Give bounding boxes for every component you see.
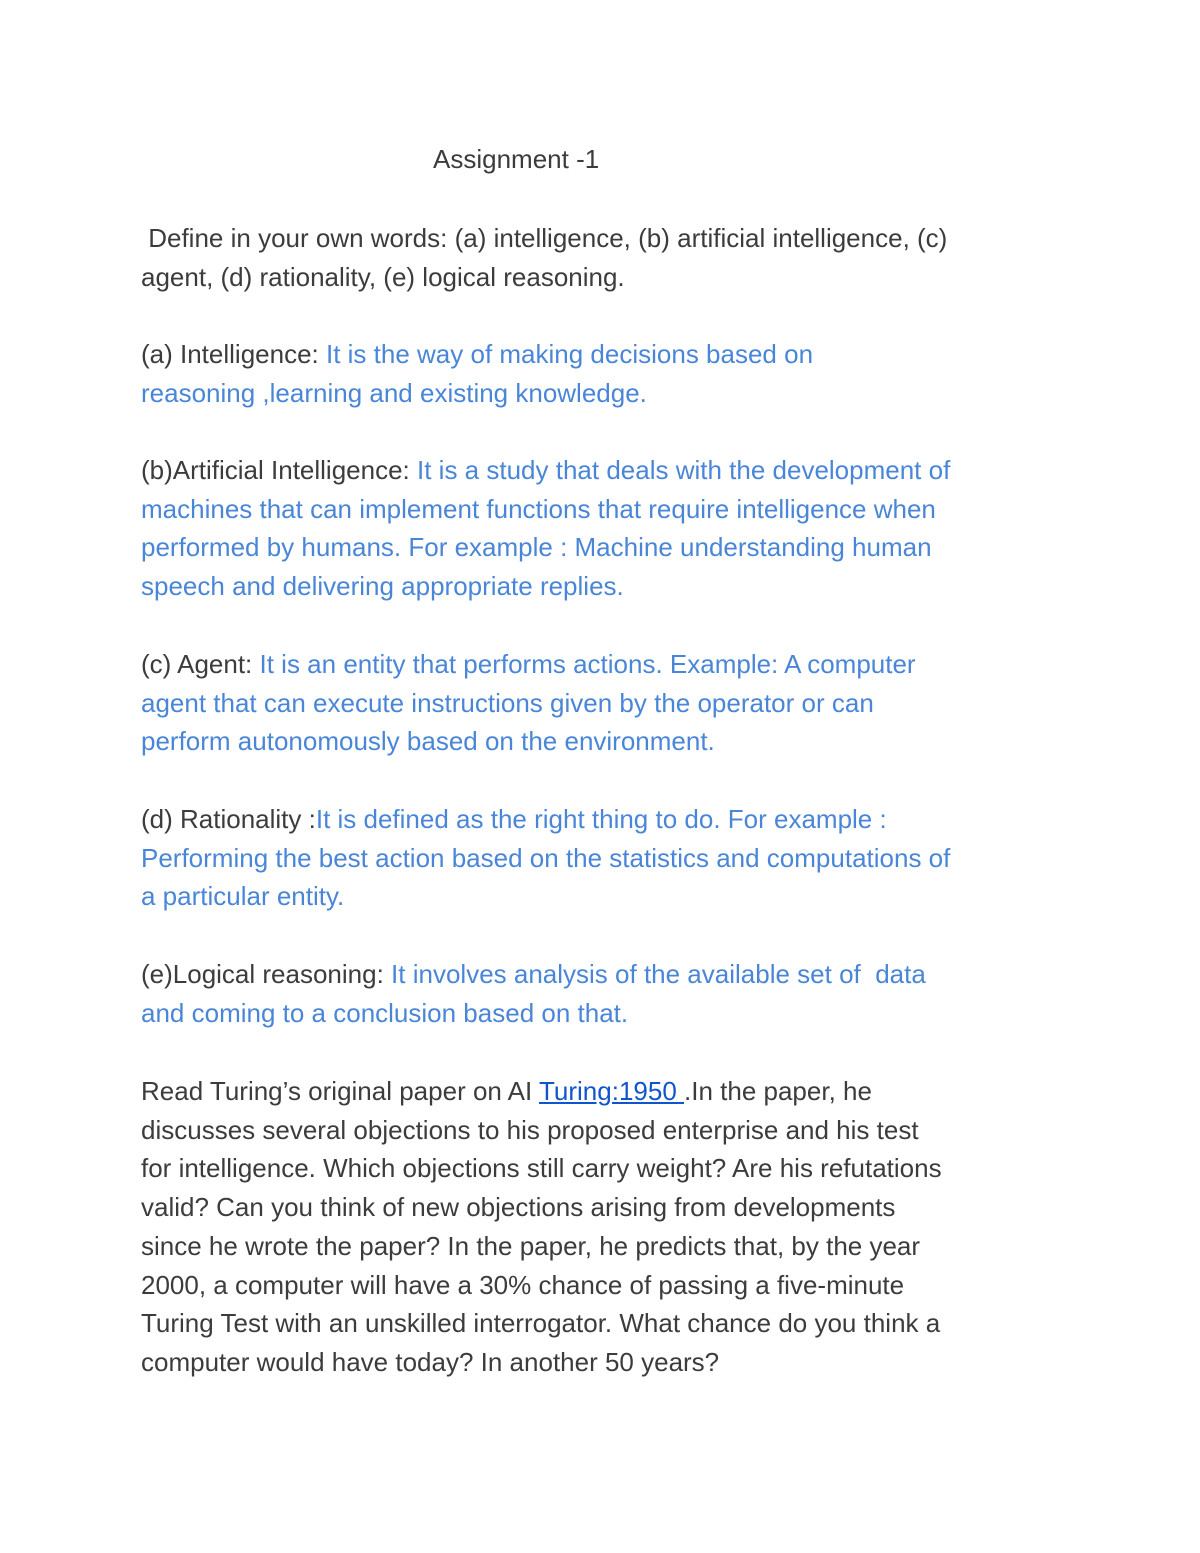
answer-e-text: and coming to a conclusion based on that.	[141, 997, 629, 1028]
question-2-line: since he wrote the paper? In the paper, he predicts that, by the year	[141, 1230, 921, 1261]
answer-d-text: a particular entity.	[141, 881, 345, 912]
answer-a-text: reasoning ,learning and existing knowledge.	[141, 377, 647, 408]
question-2-prefix: Read Turing’s original paper on AI	[141, 1076, 539, 1106]
question-2-line: valid? Can you think of new objections arising from developments	[141, 1192, 896, 1223]
answer-d-text: Performing the best action based on the statistics and computations of	[141, 842, 951, 873]
question-2	[141, 1072, 1071, 1382]
turing-paper-link[interactable]: Turing:1950	[538, 1076, 685, 1106]
answer-b-text: machines that can implement functions that require intelligence when	[141, 493, 936, 524]
question-2-line: for intelligence. Which objections still carry weight? Are his refutations	[141, 1153, 942, 1184]
answer-a-label: (a) Intelligence:	[141, 339, 326, 369]
answer-c-text: perform autonomously based on the environment.	[141, 726, 715, 757]
answer-b-label: (b)Artificial Intelligence:	[141, 455, 417, 485]
question-2-line: discusses several objections to his proposed enterprise and his test	[141, 1114, 919, 1145]
answer-e	[141, 955, 1071, 1032]
answer-e-label: (e)Logical reasoning:	[141, 959, 392, 989]
answer-e-text: It involves analysis of the available set of data	[391, 959, 926, 989]
answer-c	[141, 645, 1071, 761]
question-1-line: agent, (d) rationality, (e) logical reasoning.	[141, 261, 625, 292]
question-1	[141, 219, 1071, 296]
answer-b-text: speech and delivering appropriate replies.	[141, 571, 624, 602]
answer-a-text: It is the way of making decisions based on	[325, 339, 814, 369]
question-2-line: computer would have today? In another 50 years?	[141, 1346, 720, 1377]
answer-d-text: It is defined as the right thing to do. For example :	[315, 804, 887, 834]
answer-c-label: (c) Agent:	[141, 649, 260, 679]
answer-b-text: It is a study that deals with the development of	[417, 455, 951, 485]
question-2-suffix: .In the paper, he	[684, 1076, 872, 1106]
question-1-line: Define in your own words: (a) intelligence, (b) artificial intelligence, (c)	[141, 223, 948, 253]
answer-d	[141, 800, 1071, 916]
document-title: Assignment -1	[433, 144, 600, 174]
question-2-line: Turing Test with an unskilled interrogator. What chance do you think a	[141, 1308, 941, 1339]
answer-d-label: (d) Rationality :	[141, 804, 316, 834]
question-2-line: 2000, a computer will have a 30% chance of passing a five-minute	[141, 1269, 905, 1300]
answer-c-text: agent that can execute instructions given by the operator or can	[141, 687, 874, 718]
answer-b-text: performed by humans. For example : Machine understanding human	[141, 532, 932, 563]
answer-a	[141, 335, 1071, 412]
answer-c-text: It is an entity that performs actions. Example: A computer	[259, 649, 916, 679]
answer-b	[141, 451, 1071, 606]
